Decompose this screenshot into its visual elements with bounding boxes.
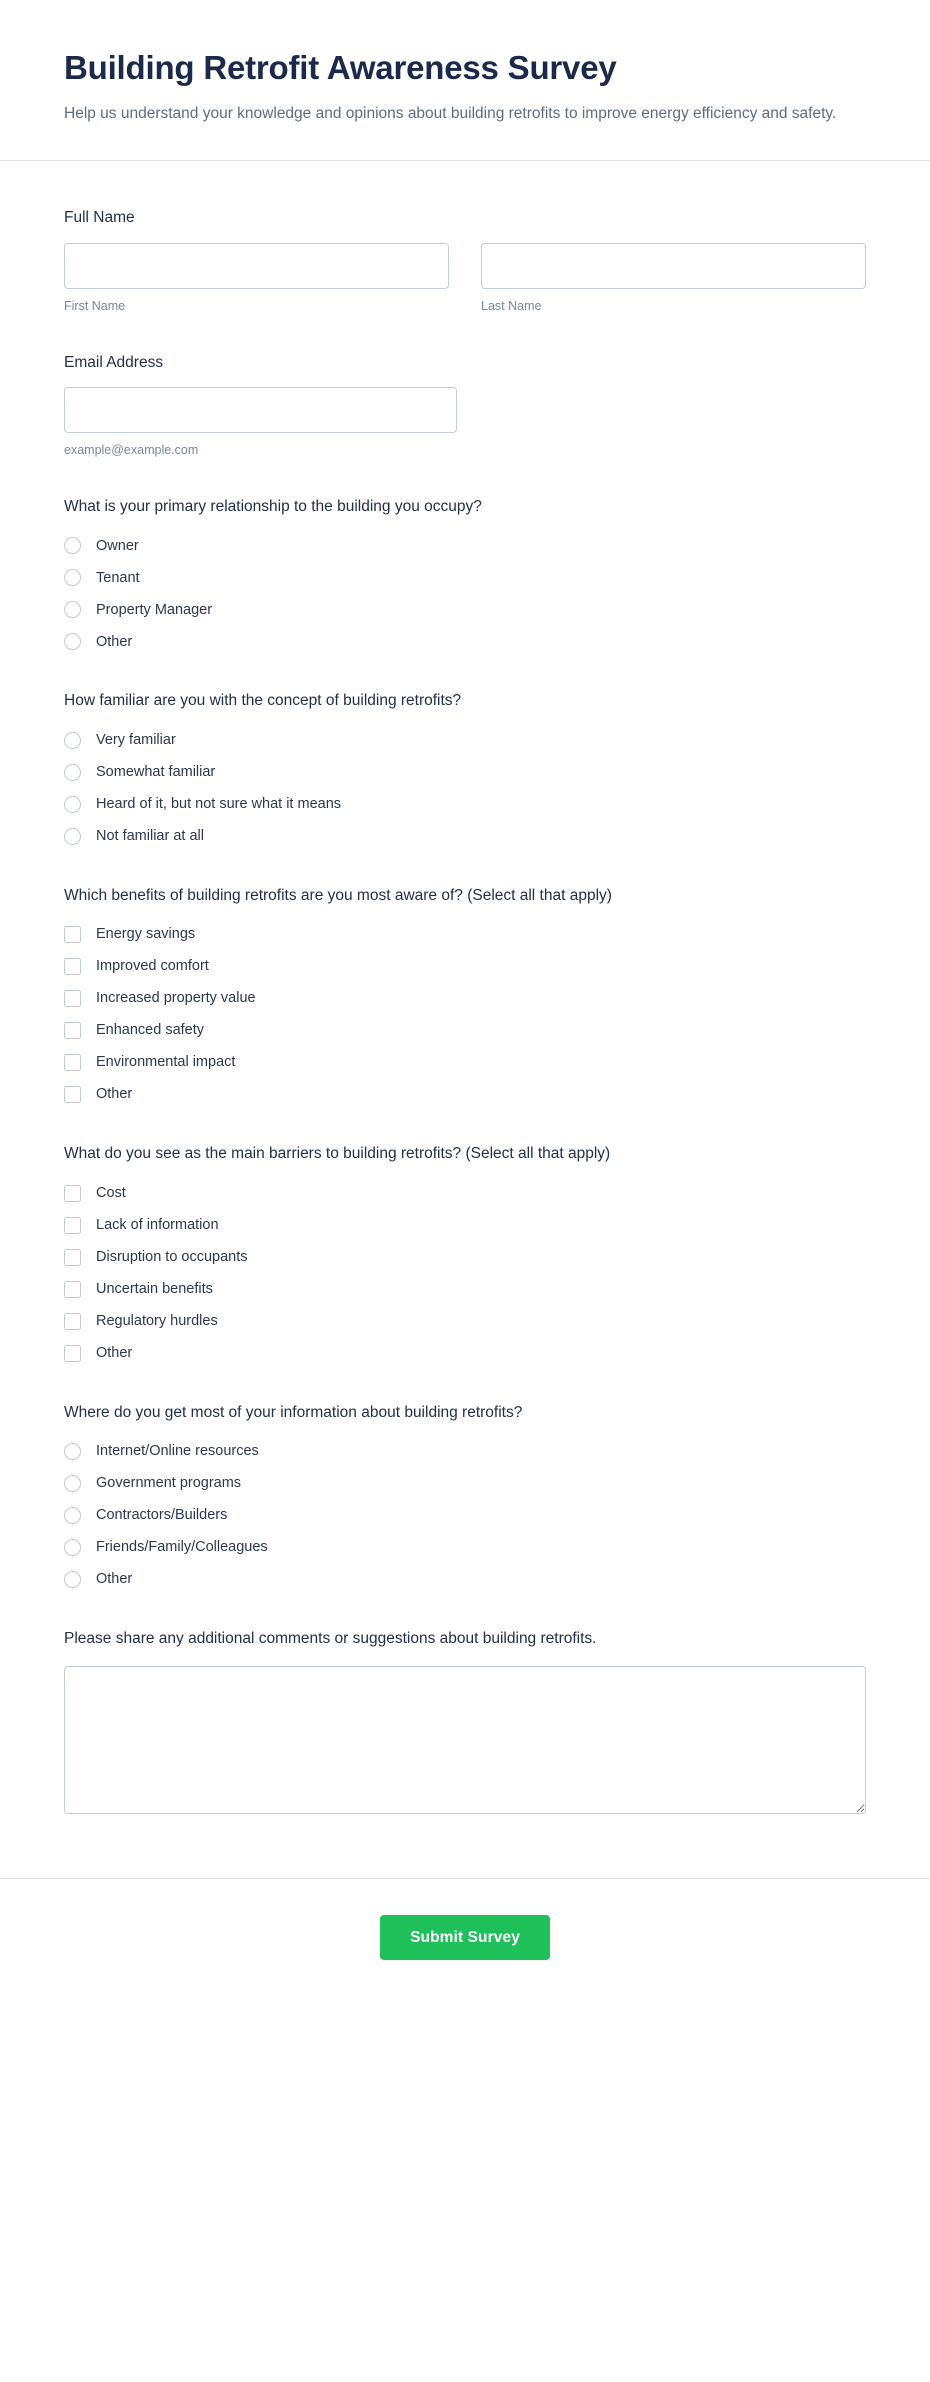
form-footer [0,1878,930,2022]
page-subtitle: Help us understand your knowledge and opinions about building retrofits to improve energy efficiency and safety. [64,105,837,123]
radio-icon[interactable] [64,764,81,781]
barriers-option-cost[interactable] [64,1181,866,1206]
email-input[interactable] [64,387,457,433]
option-label: Cost [96,1184,126,1201]
relationship-option-owner[interactable] [64,533,866,558]
option-label: Regulatory hurdles [96,1312,218,1329]
benefits-option-energy-savings[interactable] [64,922,866,947]
info-source-option-friends-family[interactable] [64,1535,866,1560]
question-barriers-label: What do you see as the main barriers to building retrofits? (Select all that apply) [64,1145,611,1163]
comments-textarea[interactable] [64,1666,866,1814]
barriers-option-regulatory-hurdles[interactable] [64,1309,866,1334]
familiarity-option-list [64,728,866,849]
info-source-option-government[interactable] [64,1471,866,1496]
checkbox-icon[interactable] [64,1249,81,1266]
radio-icon[interactable] [64,1571,81,1588]
barriers-option-list [64,1181,866,1366]
field-full-name [64,207,866,315]
option-label: Other [96,1344,133,1361]
information-source-option-list [64,1439,866,1592]
question-information-source-label: Where do you get most of your information about building retrofits? [64,1403,523,1421]
form-header [0,0,930,161]
radio-icon[interactable] [64,569,81,586]
question-benefits [64,885,866,1107]
full-name-row [64,243,866,316]
option-label: Friends/Family/Colleagues [96,1539,268,1556]
option-label: Other [96,1571,133,1588]
last-name-input[interactable] [481,243,866,289]
radio-icon[interactable] [64,1475,81,1492]
option-label: Very familiar [96,732,176,749]
option-label: Energy savings [96,926,196,943]
checkbox-icon[interactable] [64,958,81,975]
barriers-option-lack-of-information[interactable] [64,1213,866,1238]
first-name-input[interactable] [64,243,449,289]
option-label: Improved comfort [96,958,209,975]
field-comments [64,1628,866,1813]
option-label: Other [96,633,133,650]
question-relationship [64,496,866,654]
benefits-option-improved-comfort[interactable] [64,954,866,979]
option-label: Internet/Online resources [96,1443,259,1460]
option-label: Heard of it, but not sure what it means [96,796,342,813]
full-name-label: Full Name [64,209,135,227]
familiarity-option-very-familiar[interactable] [64,728,866,753]
checkbox-icon[interactable] [64,1086,81,1103]
radio-icon[interactable] [64,796,81,813]
option-label: Increased property value [96,990,256,1007]
radio-icon[interactable] [64,732,81,749]
barriers-option-uncertain-benefits[interactable] [64,1277,866,1302]
info-source-option-internet[interactable] [64,1439,866,1464]
radio-icon[interactable] [64,1507,81,1524]
checkbox-icon[interactable] [64,1217,81,1234]
radio-icon[interactable] [64,601,81,618]
submit-survey-button[interactable]: Submit Survey [380,1915,550,1960]
question-familiarity-label: How familiar are you with the concept of building retrofits? [64,692,462,710]
option-label: Disruption to occupants [96,1248,248,1265]
option-label: Tenant [96,569,140,586]
option-label: Not familiar at all [96,828,204,845]
benefits-option-other[interactable] [64,1082,866,1107]
benefits-option-list [64,922,866,1107]
form-body [0,161,930,1877]
radio-icon[interactable] [64,828,81,845]
option-label: Lack of information [96,1216,219,1233]
option-label: Environmental impact [96,1054,236,1071]
option-label: Property Manager [96,601,213,618]
checkbox-icon[interactable] [64,1022,81,1039]
info-source-option-contractors[interactable] [64,1503,866,1528]
checkbox-icon[interactable] [64,1054,81,1071]
relationship-option-tenant[interactable] [64,565,866,590]
checkbox-icon[interactable] [64,1345,81,1362]
question-relationship-label: What is your primary relationship to the building you occupy? [64,497,482,515]
question-barriers [64,1143,866,1365]
familiarity-option-somewhat-familiar[interactable] [64,760,866,785]
checkbox-icon[interactable] [64,1185,81,1202]
option-label: Enhanced safety [96,1022,205,1039]
checkbox-icon[interactable] [64,1281,81,1298]
checkbox-icon[interactable] [64,990,81,1007]
email-sublabel: example@example.com [64,443,199,458]
checkbox-icon[interactable] [64,926,81,943]
barriers-option-other[interactable] [64,1341,866,1366]
option-label: Owner [96,537,139,554]
option-label: Other [96,1086,133,1103]
question-familiarity [64,690,866,848]
checkbox-icon[interactable] [64,1313,81,1330]
relationship-option-property-manager[interactable] [64,597,866,622]
option-label: Contractors/Builders [96,1507,228,1524]
field-email [64,352,866,460]
familiarity-option-not-familiar[interactable] [64,824,866,849]
radio-icon[interactable] [64,1539,81,1556]
email-label: Email Address [64,353,164,371]
option-label: Government programs [96,1475,242,1492]
comments-label: Please share any additional comments or suggestions about building retrofits. [64,1630,597,1648]
first-name-sublabel: First Name [64,299,126,314]
benefits-option-increased-property-value[interactable] [64,986,866,1011]
benefits-option-environmental-impact[interactable] [64,1050,866,1075]
page-title: Building Retrofit Awareness Survey [64,49,617,86]
radio-icon[interactable] [64,537,81,554]
radio-icon[interactable] [64,1443,81,1460]
first-name-column [64,243,449,316]
question-benefits-label: Which benefits of building retrofits are you most aware of? (Select all that apply) [64,886,612,904]
info-source-option-other[interactable] [64,1567,866,1592]
question-information-source [64,1402,866,1592]
relationship-option-other[interactable] [64,629,866,654]
option-label: Somewhat familiar [96,764,216,781]
radio-icon[interactable] [64,633,81,650]
last-name-sublabel: Last Name [481,299,542,314]
option-label: Uncertain benefits [96,1280,213,1297]
barriers-option-disruption-to-occupants[interactable] [64,1245,866,1270]
benefits-option-enhanced-safety[interactable] [64,1018,866,1043]
last-name-column [481,243,866,316]
familiarity-option-heard-of-it[interactable] [64,792,866,817]
relationship-option-list [64,533,866,654]
